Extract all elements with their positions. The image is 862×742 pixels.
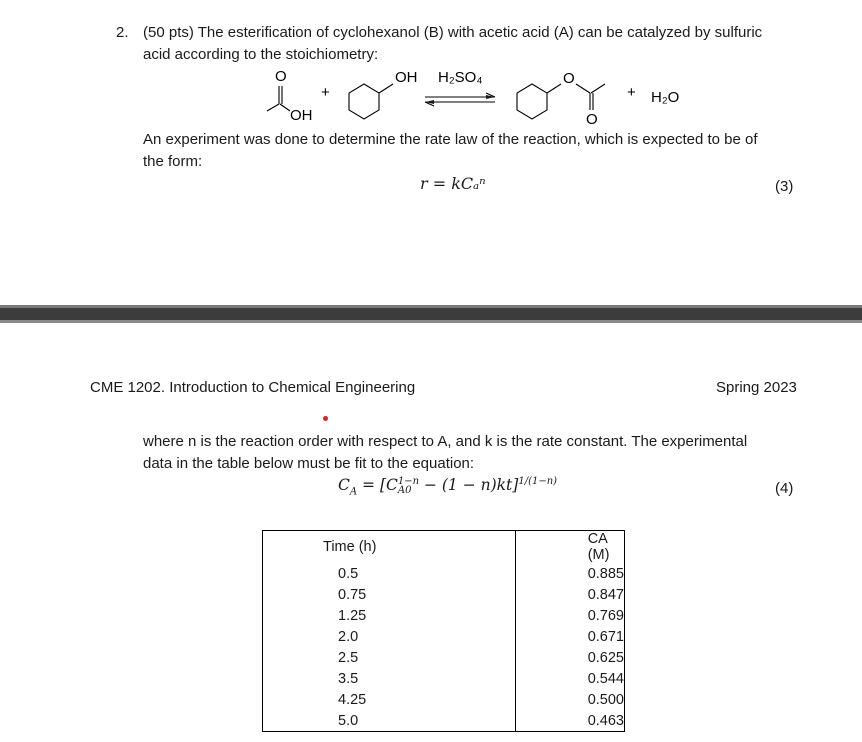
time-cell: 2.0 [263, 626, 516, 647]
water-label: H₂O [651, 89, 680, 106]
equation-3-number: (3) [775, 178, 794, 195]
catalyst-label: H₂SO₄ [438, 69, 483, 86]
problem-line-3: An experiment was done to determine the rate law of the reaction, which is expected to be of [143, 131, 758, 148]
table-row [263, 668, 625, 689]
concentration-cell: 0.769 [515, 605, 624, 626]
problem-line-1: (50 pts) The esterification of cyclohexanol (B) with acetic acid (A) can be catalyzed by sulfuric [143, 24, 763, 41]
annotation-dot [323, 416, 328, 421]
concentration-cell: 0.885 [515, 563, 624, 584]
header-time: Time (h) [263, 531, 516, 564]
concentration-cell: 0.671 [515, 626, 624, 647]
time-cell: 4.25 [263, 689, 516, 710]
continuation-line-2: data in the table below must be fit to the equation: [143, 455, 475, 472]
problem-number: 2. [116, 24, 129, 41]
table-row [263, 689, 625, 710]
table-row [263, 710, 625, 732]
table-header-row [263, 531, 625, 564]
continuation-line-1: where n is the reaction order with respect to A, and k is the rate constant. The experimental [143, 433, 748, 450]
table-row [263, 563, 625, 584]
reaction-scheme [250, 64, 710, 124]
time-cell: 1.25 [263, 605, 516, 626]
ester-bond-ring-o [547, 84, 561, 93]
table-row [263, 626, 625, 647]
time-cell: 0.5 [263, 563, 516, 584]
table-row [263, 605, 625, 626]
acid-bond-hydroxyl [280, 104, 290, 111]
ester-bond-methyl [591, 84, 605, 93]
ester-carbonyl-o-label: O [586, 111, 598, 124]
time-cell: 3.5 [263, 668, 516, 689]
acid-oh-label: OH [290, 107, 313, 124]
time-cell: 5.0 [263, 710, 516, 732]
plus-sign-2: + [627, 84, 636, 101]
equation-4-number: (4) [775, 480, 794, 497]
term-label: Spring 2023 [716, 379, 797, 396]
acid-bond-methyl [267, 104, 279, 111]
problem-line-2: acid according to the stoichiometry: [143, 46, 379, 63]
page-break-divider [0, 305, 862, 323]
rate-law-equation: r = kCₐⁿ [420, 174, 486, 193]
header-concentration: CA (M) [515, 531, 624, 564]
course-title: CME 1202. Introduction to Chemical Engineering [90, 379, 416, 396]
plus-sign-1: + [321, 84, 330, 101]
concentration-cell: 0.625 [515, 647, 624, 668]
acid-o-label: O [275, 68, 287, 85]
problem-line-4: the form: [143, 153, 203, 170]
cyclohexanol-ring [349, 84, 379, 119]
concentration-time-table [262, 530, 625, 732]
ester-ring-o-label: O [563, 70, 575, 87]
time-cell: 2.5 [263, 647, 516, 668]
concentration-cell: 0.847 [515, 584, 624, 605]
concentration-cell: 0.500 [515, 689, 624, 710]
time-cell: 0.75 [263, 584, 516, 605]
integrated-rate-equation: $C_A = [C$ 1−n A0 − (1 − n)kt]$^{1/(1-n)}$ [338, 476, 558, 498]
alcohol-oh-label: OH [395, 69, 418, 86]
alcohol-bond-oh [379, 84, 393, 93]
concentration-cell: 0.463 [515, 710, 624, 732]
table-row [263, 584, 625, 605]
ester-bond-o-c [576, 84, 590, 93]
concentration-cell: 0.544 [515, 668, 624, 689]
ester-ring [517, 84, 547, 119]
table-row [263, 647, 625, 668]
